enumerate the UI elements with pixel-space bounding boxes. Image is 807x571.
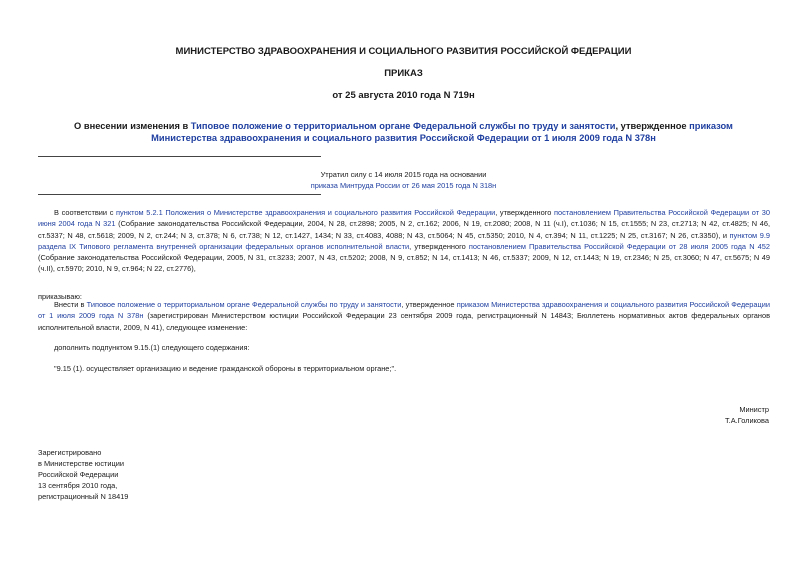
preamble-link-resolution-452[interactable]: постановлением Правительства Российской Федерации от 28 июля 2005 года N 452 — [468, 241, 770, 251]
preamble-text-4: , утвержденного — [409, 241, 469, 251]
order-link-typical-regulation[interactable]: Типовое положение о территориальном органе Федеральной службы по труду и занятости — [86, 300, 402, 309]
registration-line-2: в Министерстве юстиции — [38, 459, 125, 468]
preamble-link-regulation-5-2-1[interactable]: пунктом 5.2.1 Положения о Министерстве здравоохранения и социального развития Российской Федерации — [116, 208, 496, 217]
title-text-1: О внесении изменения в — [74, 121, 191, 131]
order-link-order-378n[interactable]: приказом Министерства здравоохранения и социального развития Российской Федерации от 1 июля 2009 года N 378н — [38, 300, 770, 321]
orders-word: приказываю: — [38, 292, 82, 301]
divider-bottom — [38, 194, 321, 195]
order-text-1: Внести в — [54, 300, 87, 309]
preamble-link-resolution-321[interactable]: постановлением Правительства Российской Федерации от 30 июня 2004 года N 321 — [38, 208, 771, 229]
document-title — [50, 120, 757, 144]
divider-top — [38, 156, 321, 157]
status-link-wrap — [0, 181, 807, 190]
registration-line-1: Зарегистрировано — [38, 448, 102, 457]
order-paragraph — [38, 299, 770, 333]
registration-line-5: регистрационный N 18419 — [38, 492, 129, 501]
registration-line-3: Российской Федерации — [38, 470, 119, 479]
preamble-link-reglament-9-9[interactable]: пунктом 9.9 раздела IX Типового регламента внутренней организации федеральных органов исполнительной власти — [38, 230, 770, 251]
registration-line-4: 13 сентября 2010 года, — [38, 481, 118, 490]
date-number-heading: от 25 августа 2010 года N 719н — [332, 90, 475, 101]
preamble-text-1: В соответствии с — [54, 208, 117, 217]
signature-name: Т.А.Голикова — [724, 416, 769, 425]
registration-block — [38, 447, 128, 502]
signature-position: Министр — [739, 405, 769, 414]
preamble-text-5: (Собрание законодательства Российской Федерации, 2005, N 31, ст.3233; 2007, N 43, ст.5202; 2008, N 9, ст.852; N 14, ст.1413; N 46, ст.5337; 2009, N 12, ст.1443; N 19, ст.2346; N 25, ст.3060; N 47, ст.5675; N 49 (ч.II), ст.5970; 2010, N 9, ст.964; N 22, ст.2776), — [38, 253, 770, 274]
ministry-heading: МИНИСТЕРСТВО ЗДРАВООХРАНЕНИЯ И СОЦИАЛЬНОГО РАЗВИТИЯ РОССИЙСКОЙ ФЕДЕРАЦИИ — [175, 46, 632, 57]
status-line: Утратил силу с 14 июля 2015 года на основании — [320, 170, 487, 179]
preamble-paragraph — [38, 207, 770, 275]
preamble-text-3: (Собрание законодательства Российской Федерации, 2004, N 28, ст.2898; 2005, N 2, ст.162; 2006, N 19, ст.2080; 2008, N 11 (ч.I), ст.1036; N 15, ст.1555; N 23, ст.2713; N 42, ст.4825; N 46, ст.5337; N 48, ст.5618; 2009, N 2, ст.244; N 3, ст.378; N 6, ст.738; N 12, ст.1427, 1434; N 33, ст.4083, 4088; N 43, ст.5064; N 45, ст.5350; 2010, N 4, ст.394; N 11, ст.1225; N 25, ст.3167; N 26, ст.3350), и — [38, 219, 771, 240]
title-link-typical-regulation[interactable]: Типовое положение о территориальном органе Федеральной службы по труду и занятости — [190, 121, 616, 131]
supplement-line: дополнить подпунктом 9.15.(1) следующего содержания: — [54, 343, 250, 352]
order-text-2: , утвержденное — [401, 300, 457, 309]
preamble-text-2: , утвержденного — [495, 208, 554, 217]
quoted-subclause: "9.15 (1). осуществляет организацию и ведение гражданской обороны в территориальном органе;". — [54, 364, 397, 373]
doc-type-heading: ПРИКАЗ — [384, 68, 423, 79]
title-text-2: , утвержденное — [615, 121, 690, 131]
status-link-order-318n[interactable]: приказа Минтруда России от 26 мая 2015 года N 318н — [310, 181, 497, 190]
title-link-order-378n[interactable]: приказом Министерства здравоохранения и социального развития Российской Федерации от 1 июля 2009 года N 378н — [151, 121, 733, 143]
order-text-3: (зарегистрирован Министерством юстиции Российской Федерации 23 сентября 2009 года, регистрационный N 14843; Бюллетень нормативных актов федеральных органов исполнительной власти, 2009, N 41), следующее изменение: — [38, 311, 770, 332]
